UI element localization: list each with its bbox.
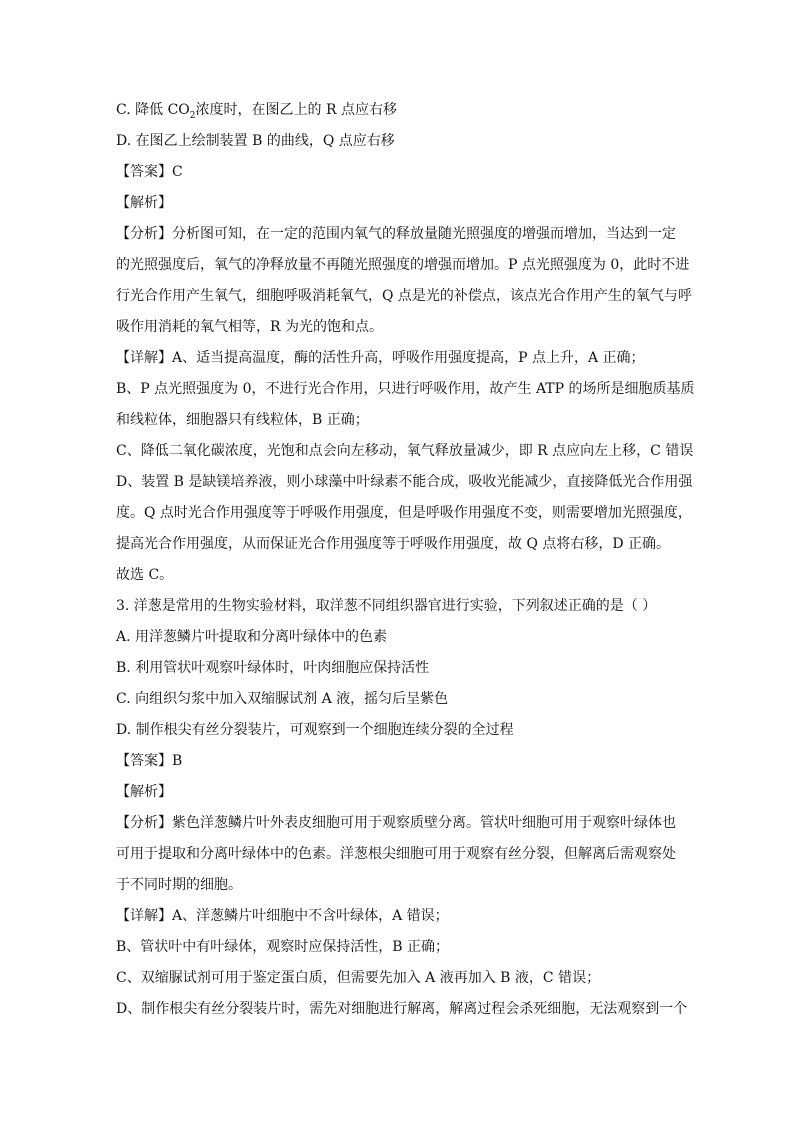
- q3-detail-line: B、管状叶中有叶绿体，观察时应保持活性，B 正确；: [116, 939, 450, 955]
- q2-answer: 【答案】C: [116, 164, 183, 180]
- q2-detail-line: 和线粒体，细胞器只有线粒体，B 正确；: [116, 412, 369, 428]
- q2-analysis-line: 的光照强度后，氧气的净释放量不再随光照强度的增强而增加。P 点光照强度为 0，此时不进: [116, 257, 690, 273]
- q3-analysis-line: 可用于提取和分离叶绿体中的色素。洋葱根尖细胞可用于观察有丝分裂，但解离后需观察处: [116, 846, 676, 862]
- q3-option-d: D. 制作根尖有丝分裂装片，可观察到一个细胞连续分裂的全过程: [116, 722, 514, 738]
- q3-stem: 3. 洋葱是常用的生物实验材料，取洋葱不同组织器官进行实验，下列叙述正确的是（ ）: [116, 598, 657, 614]
- q3-detail-line: C、双缩脲试剂可用于鉴定蛋白质，但需要先加入 A 液再加入 B 液，C 错误；: [116, 970, 601, 986]
- q2-detail-line: 故选 C。: [116, 567, 174, 583]
- q2-jiexi-heading: 【解析】: [116, 195, 172, 211]
- q3-analysis: [116, 813, 682, 895]
- q3-detail: [116, 906, 688, 1019]
- q2-detail-line: 提高光合作用强度，从而保证光合作用强度等于呼吸作用强度，故 Q 点将右移，D 正确。: [116, 536, 671, 552]
- q2-analysis-line: 吸作用消耗的氧气相等，R 为光的饱和点。: [116, 319, 383, 335]
- q2-detail-line: 【详解】A、适当提高温度，酶的活性升高，呼吸作用强度提高，P 点上升，A 正确；: [116, 350, 645, 366]
- q2-detail-line: C、降低二氧化碳浓度，光饱和点会向左移动，氧气释放量减少，即 R 点应向左上移，C 错误: [116, 443, 694, 459]
- q2-option-d: D. 在图乙上绘制装置 B 的曲线，Q 点应右移: [116, 133, 395, 149]
- q2-detail-line: 度。Q 点时光合作用强度等于呼吸作用强度，但是呼吸作用强度不变，则需要增加光照强度，: [116, 505, 692, 521]
- q2-detail: [116, 348, 695, 585]
- co2-subscript: 2: [189, 110, 196, 121]
- q2-detail-line: D、装置 B 是缺镁培养液，则小球藻中叶绿素不能合成，吸收光能减少，直接降低光合作用强: [116, 474, 693, 490]
- q2-analysis: [116, 224, 692, 337]
- q2-option-c-tail: 浓度时，在图乙上的 R 点应右移: [195, 102, 397, 118]
- q3-option-a: A. 用洋葱鳞片叶提取和分离叶绿体中的色素: [116, 629, 388, 645]
- q3-analysis-line: 于不同时期的细胞。: [116, 877, 242, 893]
- q2-detail-line: B、P 点光照强度为 0，不进行光合作用，只进行呼吸作用，故产生 ATP 的场所是细胞质基质: [116, 381, 695, 397]
- q3-analysis-line: 【分析】紫色洋葱鳞片叶外表皮细胞可用于观察质壁分离。管状叶细胞可用于观察叶绿体也: [116, 815, 676, 831]
- document-page: [116, 100, 695, 1030]
- q2-option-c: [116, 100, 682, 120]
- q2-analysis-line: 【分析】分析图可知，在一定的范围内氧气的释放量随光照强度的增强而增加，当达到一定: [116, 226, 676, 242]
- q2-analysis-line: 行光合作用产生氧气，细胞呼吸消耗氧气，Q 点是光的补偿点，该点光合作用产生的氧气与呼: [116, 288, 692, 304]
- q3-option-b: B. 利用管状叶观察叶绿体时，叶肉细胞应保持活性: [116, 660, 430, 676]
- q3-option-c: C. 向组织匀浆中加入双缩脲试剂 A 液，摇匀后呈紫色: [116, 691, 449, 707]
- q3-jiexi-heading: 【解析】: [116, 784, 172, 800]
- q3-detail-line: 【详解】A、洋葱鳞片叶细胞中不含叶绿体，A 错误；: [116, 908, 449, 924]
- q3-detail-line: D、制作根尖有丝分裂装片时，需先对细胞进行解离，解离过程会杀死细胞，无法观察到一个: [116, 1001, 688, 1017]
- q3-answer: 【答案】B: [116, 753, 183, 769]
- q2-option-c-text: C. 降低 CO: [116, 102, 190, 118]
